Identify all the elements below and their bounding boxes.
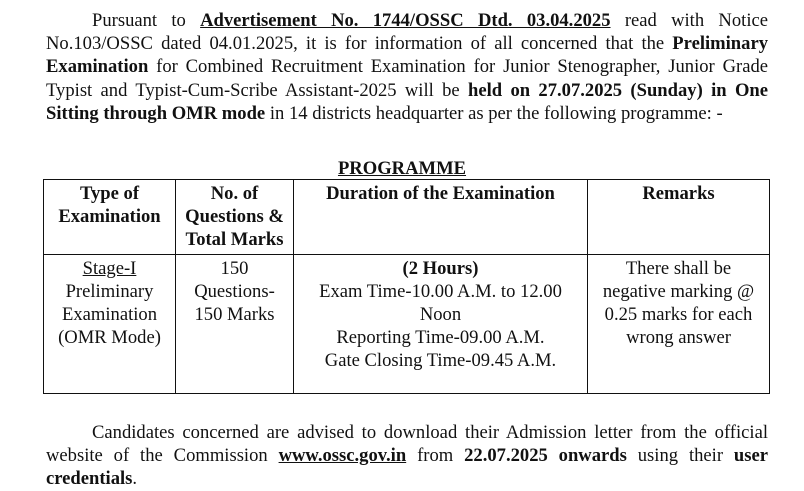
stage-label: Stage-I [82,257,137,279]
closing-paragraph [46,421,768,491]
cell-questions-marks: 150 Questions- 150 Marks [176,254,294,393]
exam-date-mode: held on 27.07.2025 (Sunday) in One Sitting through OMR mode [46,79,768,124]
cell-duration: (2 Hours) Exam Time-10.00 A.M. to 12.00 Noon Reporting Time-09.00 A.M. Gate Closing Time-09.45 A.M. [294,254,588,393]
header-type-of-examination: Type of Examination [44,180,176,255]
intro-text-1: Pursuant to [92,10,201,31]
cell-type-of-examination: Stage-I Preliminary Examination (OMR Mode) [44,254,176,393]
user-credentials: user credentials [46,445,768,490]
programme-heading: PROGRAMME [337,158,467,179]
intro-text-5: for Combined Recruitment Examination for Junior Stenographer, Junior Grade Typist and Typist-Cum-Scribe Assistant-2025 will be [46,56,768,101]
programme-table [43,179,770,394]
website-link[interactable]: www.ossc.gov.in [278,445,407,467]
closing-text-7: . [132,468,138,490]
header-remarks: Remarks [588,180,770,255]
closing-text-1: Candidates concerned are advised to download their Admission letter from the official website of the Commission [46,422,768,467]
header-duration: Duration of the Examination [294,180,588,255]
intro-text-7: in 14 districts headquarter as per the following programme: - [265,102,723,124]
advertisement-reference: Advertisement No. 1744/OSSC Dtd. 03.04.2025 [200,10,611,31]
closing-text-3: from [406,445,465,467]
intro-paragraph [46,9,768,125]
closing-text-5: using their [626,445,734,467]
header-questions-marks: No. of Questions & Total Marks [176,180,294,255]
exam-name: Preliminary Examination [46,33,768,78]
duration-title: (2 Hours) [402,257,479,279]
cell-remarks: There shall be negative marking @ 0.25 marks for each wrong answer [588,254,770,393]
table-row [44,254,770,393]
table-header-row [44,180,770,255]
admission-date: 22.07.2025 onwards [464,445,627,467]
intro-text-3: read with Notice No.103/OSSC dated 04.01.2025, it is for information of all concerned that the [46,10,768,55]
